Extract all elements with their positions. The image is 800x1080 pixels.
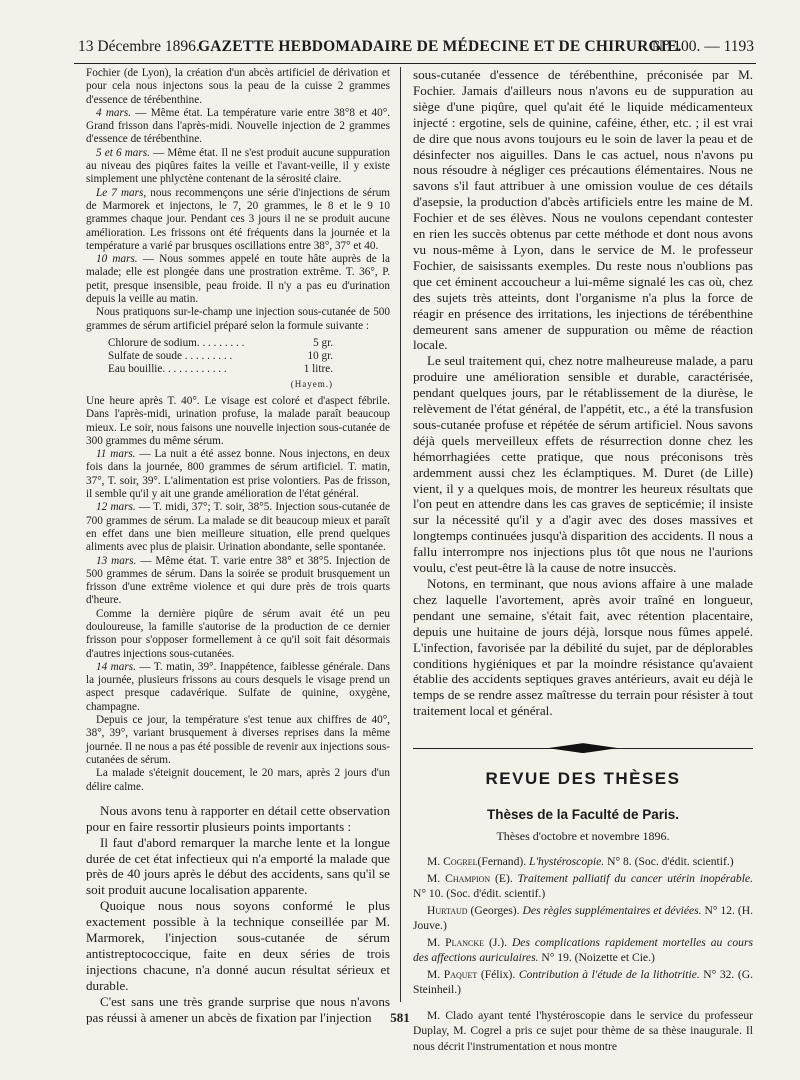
thesis-entry: M. Paquet (Félix). Contribution à l'étude de la lithotritie. N° 32. (G. Steinheil.): [413, 967, 754, 997]
journal-title: GAZETTE HEBDOMADAIRE DE MÉDECINE ET DE CHIRURGIE.: [198, 38, 682, 55]
serum-formula: [108, 337, 333, 391]
section-gap: [413, 999, 753, 1008]
ornament-diamond: [548, 743, 618, 753]
obs-paragraph: 12 mars. — T. midi, 37°; T. soir, 38°5. Injection sous-cutanée de 700 grammes de sérum. La malade se dit beaucoup mieux et paraît en effet dans une bien meilleure situation, elle prend quelques aliments avec plus de plaisir. Urination abondante, selle spontanée.: [86, 501, 390, 554]
body-paragraph: Notons, en terminant, que nous avions affaire à une malade chez laquelle l'avortement, après avoir traîné en longueur, pendant une semaine, s'était fait, avec rétention placentaire, depuis une huitaine de jours déjà, lorsque nous fûmes appelé. L'infection, favorisée par la débilité du sujet, par de déplorables conditions hygiéniques et par la moindre résistance qu'avaient établie des accidents septiques graves antérieurs, avait eu déjà le temps de se rendre assez maîtresse du terrain pour résister à tout traitement local et général.: [413, 576, 753, 719]
obs-paragraph: La malade s'éteignit doucement, le 20 mars, après 2 jours d'un délire calme.: [86, 767, 390, 793]
formula-row: Sulfate de soude . . . . . . . . . 10 gr.: [108, 349, 333, 362]
formula-source: (Hayem.): [290, 378, 333, 389]
theses-list: [413, 854, 753, 998]
obs-paragraph: 13 mars. — Même état. T. varie entre 38° et 38°5. Injection de 500 grammes de sérum. Dans la soirée se produit brusquement un frisson d'une extrême violence et qui dure près de trois quarts d'heure.: [86, 554, 390, 607]
section-ornament: [413, 743, 753, 755]
article-continuation: [413, 67, 753, 719]
obs-paragraph: 14 mars. — T. matin, 39°. Inappétence, faiblesse générale. Dans la journée, plusieurs frissons au cours desquels le visage prend un aspect presque cadavérique. Sulfate de quinine, oxygène, champagne.: [86, 660, 390, 713]
thesis-entry: M. Cogrel(Fernand). L'hystéroscopie. N° 8. (Soc. d'édit. scientif.): [427, 855, 734, 869]
right-column: [413, 67, 754, 1053]
obs-paragraph: 10 mars. — Nous sommes appelé en toute hâte auprès de la malade; elle est plongée dans une prostration extrême. T. 36°, P. petit, presque insensible, peau froide. Il n'y a pas eu d'urination depuis la veille au matin.: [86, 253, 390, 306]
page-header: [78, 38, 754, 60]
commentary: [86, 803, 390, 1026]
obs-paragraph: Le 7 mars, nous recommençons une série d'injections de sérum de Marmorek et injectons, le 7, 20 grammes, le 8 et le 9 10 grammes chaque jour. Pendant ces 3 jours il ne se produit aucune amélioration. Les frissons ont été fréquents dans la journée et la température a varié par brusques oscillations entre 38°, 37° et 40.: [86, 186, 390, 252]
thesis-entry: Hurtaud (Georges). Des règles supplémentaires et déviées. N° 12. (H. Jouve.): [413, 903, 753, 933]
body-paragraph: C'est sans une très grande surprise que nous n'avons pas réussi à amener un abcès de fixation par l'injection: [86, 993, 390, 1025]
formula-row: Eau bouillie. . . . . . . . . . . . 1 litre.: [108, 362, 333, 375]
left-column: [86, 67, 390, 1025]
obs-paragraph: 5 et 6 mars. — Même état. Il ne s'est produit aucune suppuration au niveau des piqûres faites la veille et l'avant-veille, il y existe simplement une phlyctène contenant de la sérosité claire.: [86, 146, 390, 186]
issue-page-number: N° 100. — 1193: [651, 38, 754, 55]
obs-paragraph: 11 mars. — La nuit a été assez bonne. Nous injectons, en deux fois dans la journée, 800 grammes de sérum artificiel. T. matin, 37°, T. soir, 39°. L'alimentation est prise volontiers. Pas de frisson, il semble qu'il y ait une grande amélioration de l'état général.: [86, 448, 390, 501]
observation-notes: [86, 67, 390, 794]
obs-paragraph: 4 mars. — Même état. La température varie entre 38°8 et 40°. Grand frisson dans l'après-midi. Nouvelle injection de 2 grammes d'essence de térébenthine.: [86, 106, 390, 146]
page-folio: 581: [390, 1010, 410, 1025]
section-title: REVUE DES THÈSES: [485, 769, 681, 789]
obs-paragraph: Nous pratiquons sur-le-champ une injection sous-cutanée de 500 grammes de sérum artificiel préparé selon la formule suivante :: [86, 306, 390, 332]
header-rule: [74, 63, 756, 64]
formula-row: Chlorure de sodium. . . . . . . . . 5 gr.: [108, 336, 333, 349]
thesis-review-paragraph: M. Clado ayant tenté l'hystéroscopie dans le service du professeur Duplay, M. Cogrel a pris ce sujet pour thème de sa thèse inaugurale. Il nous décrit l'instrumentation et nous montre: [413, 1008, 753, 1053]
body-paragraph: Nous avons tenu à rapporter en détail cette observation pour en faire ressortir plusieurs points importants :: [86, 802, 390, 834]
column-divider: [400, 67, 401, 1002]
obs-paragraph: Une heure après T. 40°. Le visage est coloré et d'aspect fébrile. Dans l'après-midi, urination profuse, la malade paraît beaucoup mieux. Le soir, nous faisons une nouvelle injection sous-cutanée de 300 grammes du même sérum.: [86, 394, 390, 447]
thesis-entry: M. Champion (E). Traitement palliatif du cancer utérin inopérable. N° 10. (Soc. d'édit. scientif.): [413, 871, 753, 901]
subsection-title: Thèses de la Faculté de Paris.: [486, 807, 680, 823]
subsection-subtitle: Thèses d'octobre et novembre 1896.: [496, 829, 670, 844]
obs-paragraph: Depuis ce jour, la température s'est tenue aux chiffres de 40°, 38°, 39°, variant brusquement à diverses reprises dans la même journée. Il ne nous a pas été possible de revenir aux injections sous-cutanées de sérum.: [86, 714, 390, 766]
issue-date: 13 Décembre 1896.: [78, 38, 200, 55]
section-gap: [86, 794, 390, 803]
body-paragraph: sous-cutanée d'essence de térébenthine, préconisée par M. Fochier. Jamais d'ailleurs nous n'avons eu de suppuration au siège d'une piqûre, quel qu'ait été le liquide médicamenteux injecté : ergotine, sels de quinine, caféine, éther, etc. ; il est vrai de dire que nous avons toujours eu le soin de laver la peau et de désinfecter nos aiguilles. Dans le cas actuel, nous n'avons pu nous résoudre à négliger ces précautions élémentaires. Nous ne savons s'il faut attribuer à une omission voulue de ces détails d'asepsie, la production d'abcès artificiels entre les maine de M. Fochier et de ses élèves. Nous ne voulons cependant contester en rien les succès obtenus par cette méthode et dont nous avons vu nous-même à Lyon, dans le service de M. le professeur Fochier, de saisissants exemples. Du reste nous n'oublions pas que cet éminent accoucheur a lui-même signalé les cas où, chez des sujets très atteints, dont l'organisme n'a plus la force de réagir en présence des irritations, les injections de térébenthine demeurent sans amener de suppuration ou même de réaction locale.: [413, 67, 753, 353]
obs-paragraph: Fochier (de Lyon), la création d'un abcès artificiel de dérivation et pour cela nous injectons sous la peau de la cuisse 2 grammes d'essence de térébenthine.: [86, 67, 390, 106]
thesis-entry: M. Plancke (J.). Des complications rapidement mortelles au cours des affections auriculaires. N° 19. (Noizette et Cie.): [413, 935, 753, 965]
body-paragraph: Le seul traitement qui, chez notre malheureuse malade, a paru produire une amélioration sensible et durable, caractérisée, pendant quelques jours, par le rétablissement de la diurèse, le relèvement de l'état général, de l'appétit, etc., a été la transfusion sous-cutanée profuse et répétée de sérum artificiel. Nous savons déjà quels merveilleux effets de résurrection donne chez les hémorrhagiées cette pratique, que nous préconisons très ardemment aussi chez les éclamptiques. M. Duret (de Lille) vient, il y a quelques mois, de montrer les heureux résultats que l'on peut en attendre dans les cas graves de septicémie; il insiste sur la nécessité qu'il y a d'agir avec des doses massives et longtemps continuées jusqu'à disparition des accidents. Il nous a fallu interrompre nos injections plus tôt que nous ne l'aurions voulu, c'est peut-être là la cause de notre insuccès.: [413, 353, 753, 576]
body-paragraph: Il faut d'abord remarquer la marche lente et la longue durée de cet état infectieux qui n'a emporté la malade que près de 40 jours après le début des accidents, sans qu'il se soit produit aucune localisation apparente.: [86, 834, 390, 898]
body-paragraph: Quoique nous nous soyons conformé le plus exactement possible à la technique conseillée par M. Marmorek, l'injection sous-cutanée de sérum antistreptococcique, faite en deux séries de trois injections chacune, n'a donné aucun résultat sérieux et durable.: [86, 898, 390, 993]
obs-paragraph: Comme la dernière piqûre de sérum avait été un peu douloureuse, la famille s'autorise de la production de ce dernier frisson pour s'opposer formellement à ce qu'il soit fait désormais d'autres injections sous-cutanées.: [86, 607, 390, 660]
